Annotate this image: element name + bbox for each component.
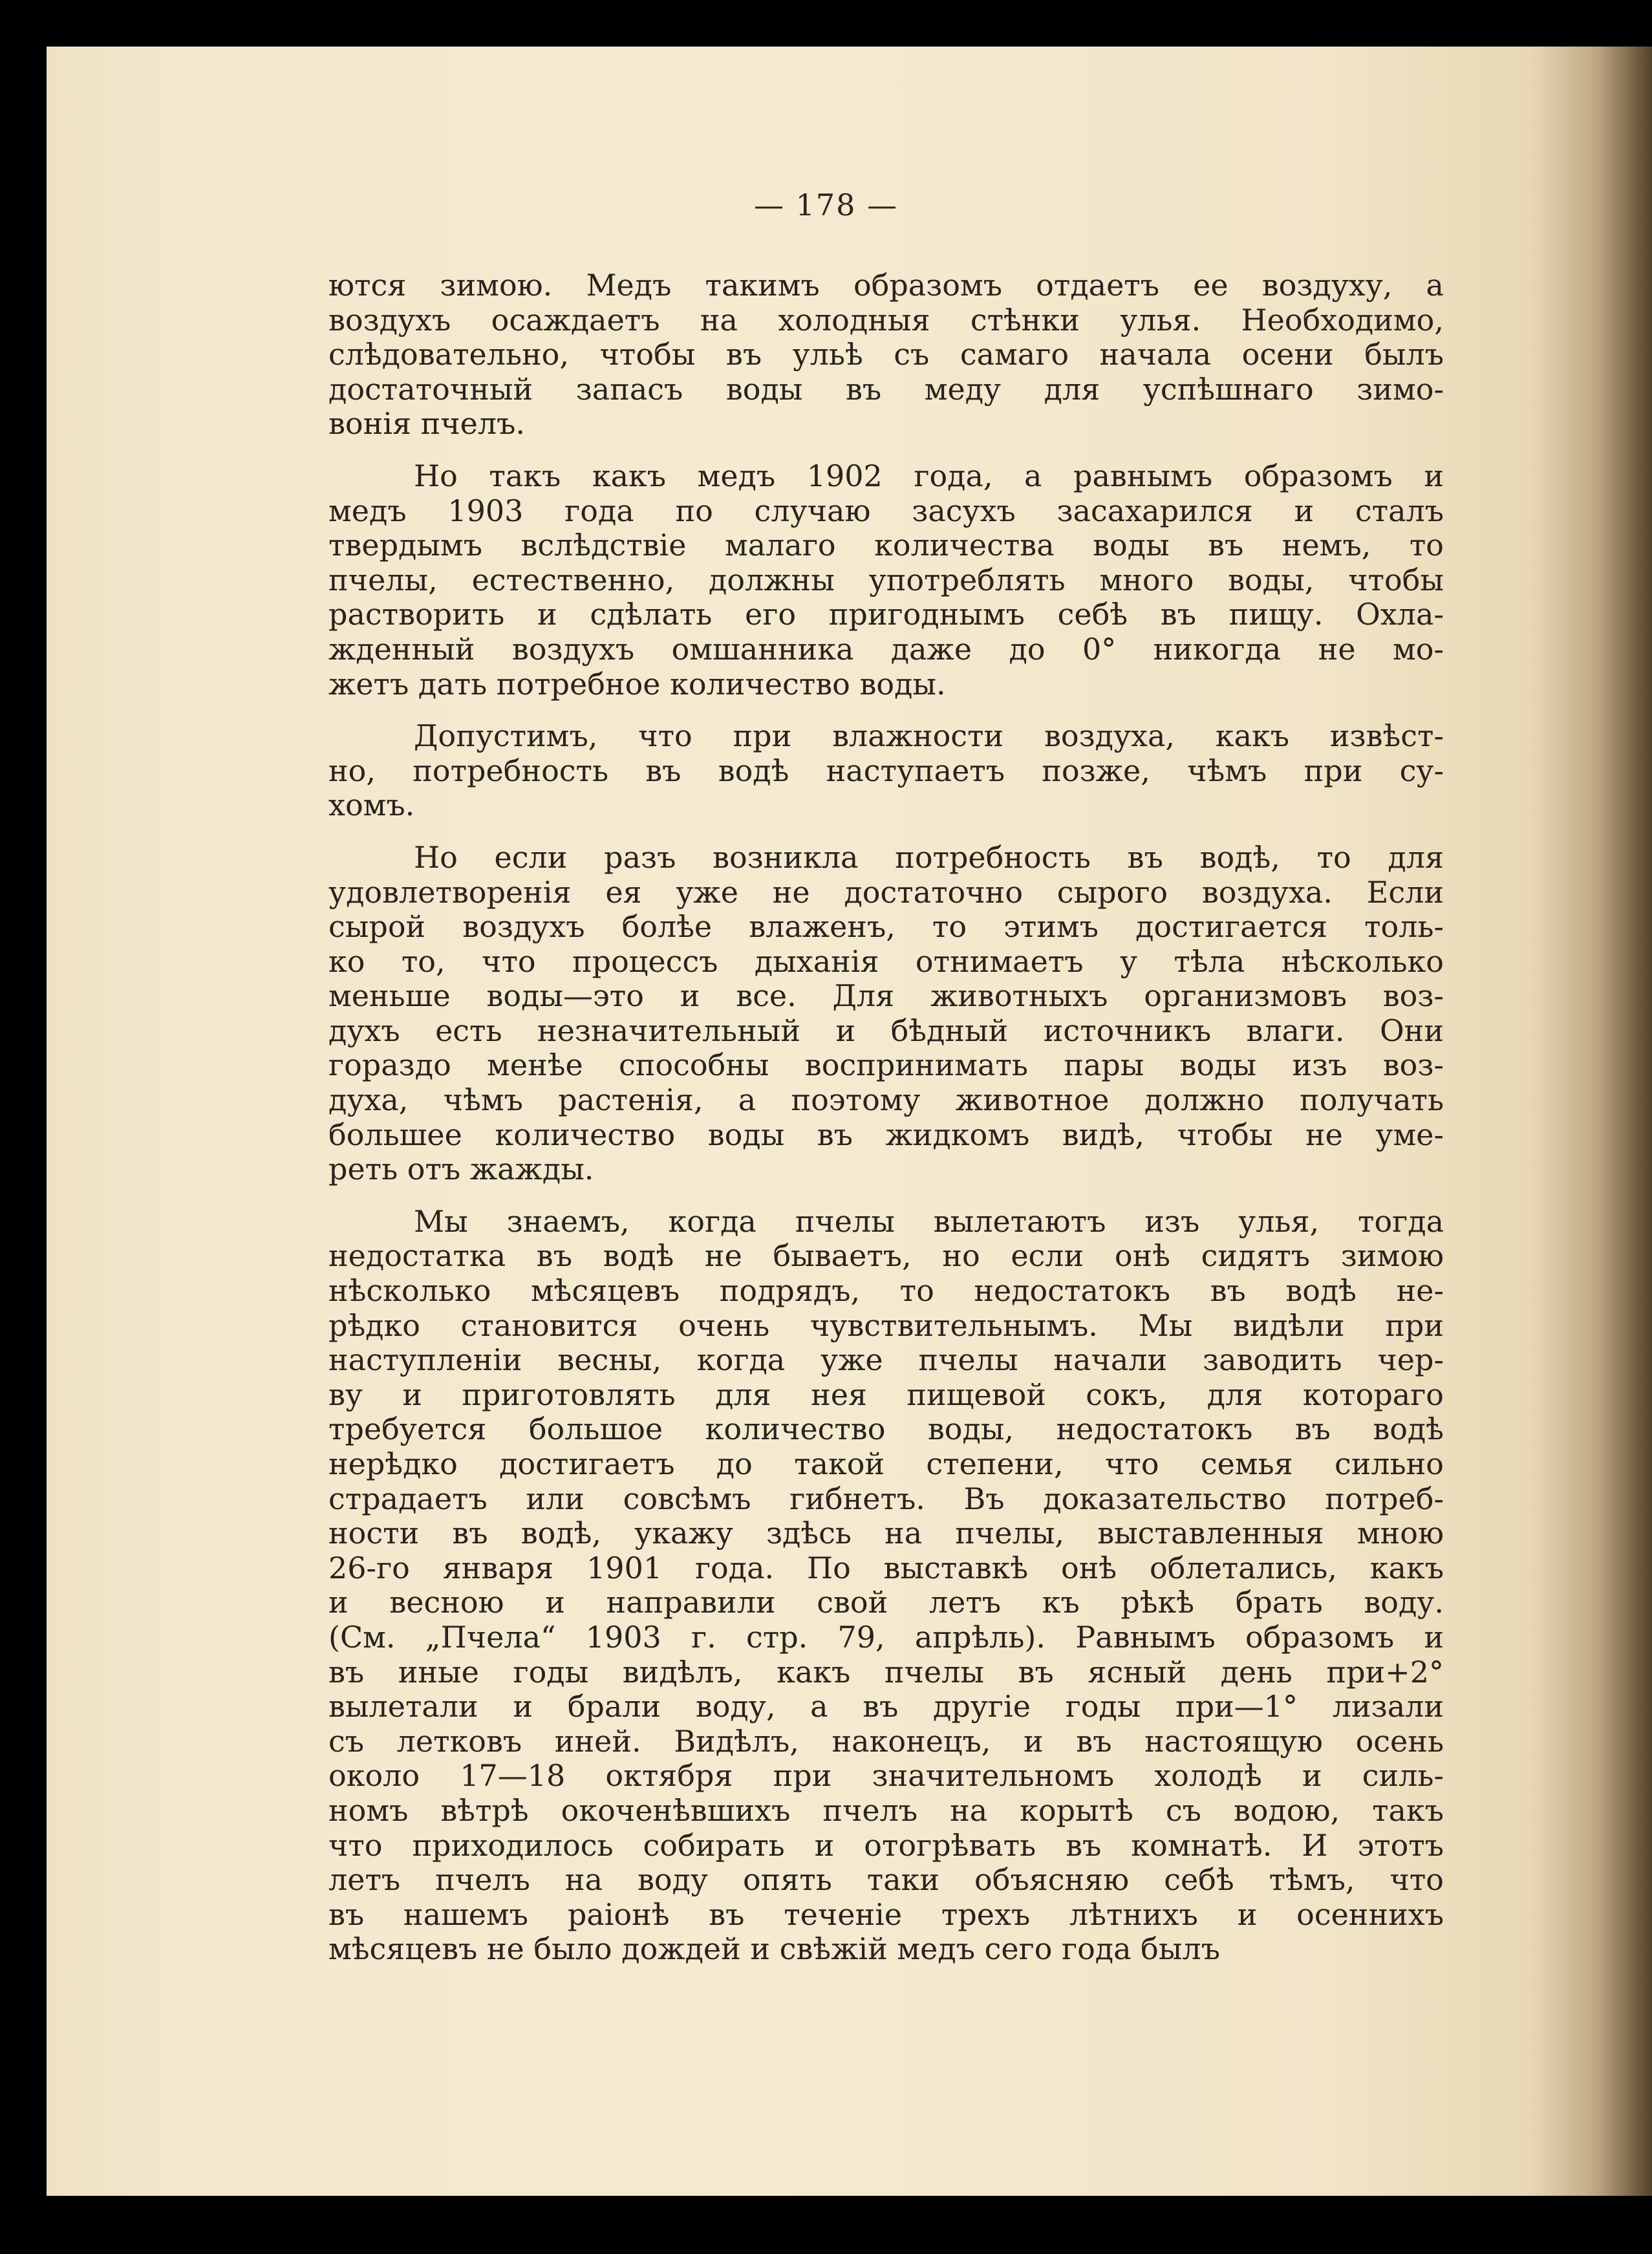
text-line: слѣдовательно, чтобы въ ульѣ съ самаго начала осени былъ xyxy=(328,338,1444,372)
text-line: ются зимою. Медъ такимъ образомъ отдаетъ ее воздуху, а xyxy=(328,268,1444,303)
text-line: хомъ. xyxy=(328,788,415,823)
text-line: духа, чѣмъ растенія, а поэтому животное должно получать xyxy=(328,1083,1444,1118)
text-line: реть отъ жажды. xyxy=(328,1152,594,1187)
text-line: жетъ дать потребное количество воды. xyxy=(328,667,946,702)
text-line: мѣсяцевъ не было дождей и свѣжій медъ сего года былъ xyxy=(328,1932,1220,1967)
text-line: летъ пчелъ на воду опять таки объясняю себѣ тѣмъ, что xyxy=(328,1863,1444,1898)
paragraph xyxy=(328,841,1444,1187)
text-line: и весною и направили свой летъ къ рѣкѣ брать воду. xyxy=(328,1585,1444,1620)
text-line: медъ 1903 года по случаю засухъ засахарился и сталъ xyxy=(328,493,1444,528)
text-line: удовлетворенія ея уже не достаточно сырого воздуха. Если xyxy=(328,875,1444,910)
text-line: страдаетъ или совсѣмъ гибнетъ. Въ доказательство потреб- xyxy=(328,1481,1444,1516)
paragraph xyxy=(328,1205,1444,1967)
text-line: требуется большое количество воды, недостатокъ въ водѣ xyxy=(328,1412,1444,1447)
text-line: наступленіи весны, когда уже пчелы начали заводить чер- xyxy=(328,1343,1444,1378)
text-line: недостатка въ водѣ не бываетъ, но если онѣ сидятъ зимою xyxy=(328,1239,1444,1274)
text-line: твердымъ вслѣдствіе малаго количества воды въ немъ, то xyxy=(328,528,1444,563)
text-line: гораздо менѣе способны воспринимать пары воды изъ воз- xyxy=(328,1048,1444,1083)
text-line: достаточный запасъ воды въ меду для успѣшнаго зимо- xyxy=(328,372,1444,407)
text-line: 26-го января 1901 года. По выставкѣ онѣ облетались, какъ xyxy=(328,1551,1444,1585)
paragraph xyxy=(328,719,1444,823)
text-line: нерѣдко достигаетъ до такой степени, что семья сильно xyxy=(328,1447,1444,1481)
text-line: растворить и сдѣлать его пригоднымъ себѣ въ пищу. Охла- xyxy=(328,597,1444,632)
body-text xyxy=(328,268,1444,1984)
text-line: Допустимъ, что при влажности воздуха, какъ извѣст- xyxy=(414,719,1444,754)
text-line: что приходилось собирать и отогрѣвать въ комнатѣ. И этотъ xyxy=(328,1828,1444,1863)
text-line: номъ вѣтрѣ окоченѣвшихъ пчелъ на корытѣ съ водою, такъ xyxy=(328,1793,1444,1828)
text-line: вылетали и брали воду, а въ другіе годы при—1° лизали xyxy=(328,1690,1444,1724)
paragraph xyxy=(328,459,1444,702)
text-line: большее количество воды въ жидкомъ видѣ, чтобы не уме- xyxy=(328,1117,1444,1152)
text-line: съ летковъ иней. Видѣлъ, наконецъ, и въ настоящую осень xyxy=(328,1724,1444,1759)
text-line: Мы знаемъ, когда пчелы вылетаютъ изъ улья, тогда xyxy=(414,1204,1444,1239)
text-line: Но если разъ возникла потребность въ водѣ, то для xyxy=(414,840,1444,875)
text-line: ности въ водѣ, укажу здѣсь на пчелы, выставленныя мною xyxy=(328,1516,1444,1551)
text-line: ву и приготовлять для нея пищевой сокъ, для котораго xyxy=(328,1377,1444,1412)
text-line: жденный воздухъ омшанника даже до 0° никогда не мо- xyxy=(328,632,1444,667)
paragraph xyxy=(328,268,1444,442)
text-line: (См. „Пчела“ 1903 г. стр. 79, апрѣль). Равнымъ образомъ и xyxy=(328,1620,1444,1655)
page-number: — 178 — xyxy=(753,188,899,222)
text-line: но, потребность въ водѣ наступаетъ позже, чѣмъ при су- xyxy=(328,753,1444,788)
text-line: нѣсколько мѣсяцевъ подрядъ, то недостатокъ въ водѣ не- xyxy=(328,1274,1444,1309)
text-line: воздухъ осаждаетъ на холодныя стѣнки улья. Необходимо, xyxy=(328,303,1444,338)
text-line: Но такъ какъ медъ 1902 года, а равнымъ образомъ и xyxy=(414,458,1444,493)
gutter-shadow xyxy=(1536,47,1652,2196)
text-line: въ нашемъ раіонѣ въ теченіе трехъ лѣтнихъ и осеннихъ xyxy=(328,1897,1444,1932)
text-line: сырой воздухъ болѣе влаженъ, то этимъ достигается толь- xyxy=(328,910,1444,945)
text-line: рѣдко становится очень чувствительнымъ. Мы видѣли при xyxy=(328,1308,1444,1343)
text-line: духъ есть незначительный и бѣдный источникъ влаги. Они xyxy=(328,1013,1444,1048)
text-line: пчелы, естественно, должны употреблять много воды, чтобы xyxy=(328,563,1444,597)
text-line: ко то, что процессъ дыханія отнимаетъ у тѣла нѣсколько xyxy=(328,944,1444,979)
text-line: въ иные годы видѣлъ, какъ пчелы въ ясный день при+2° xyxy=(328,1655,1444,1690)
text-line: меньше воды—это и все. Для животныхъ организмовъ воз- xyxy=(328,979,1444,1014)
text-line: вонія пчелъ. xyxy=(328,407,526,442)
text-line: около 17—18 октября при значительномъ холодѣ и силь- xyxy=(328,1759,1444,1794)
